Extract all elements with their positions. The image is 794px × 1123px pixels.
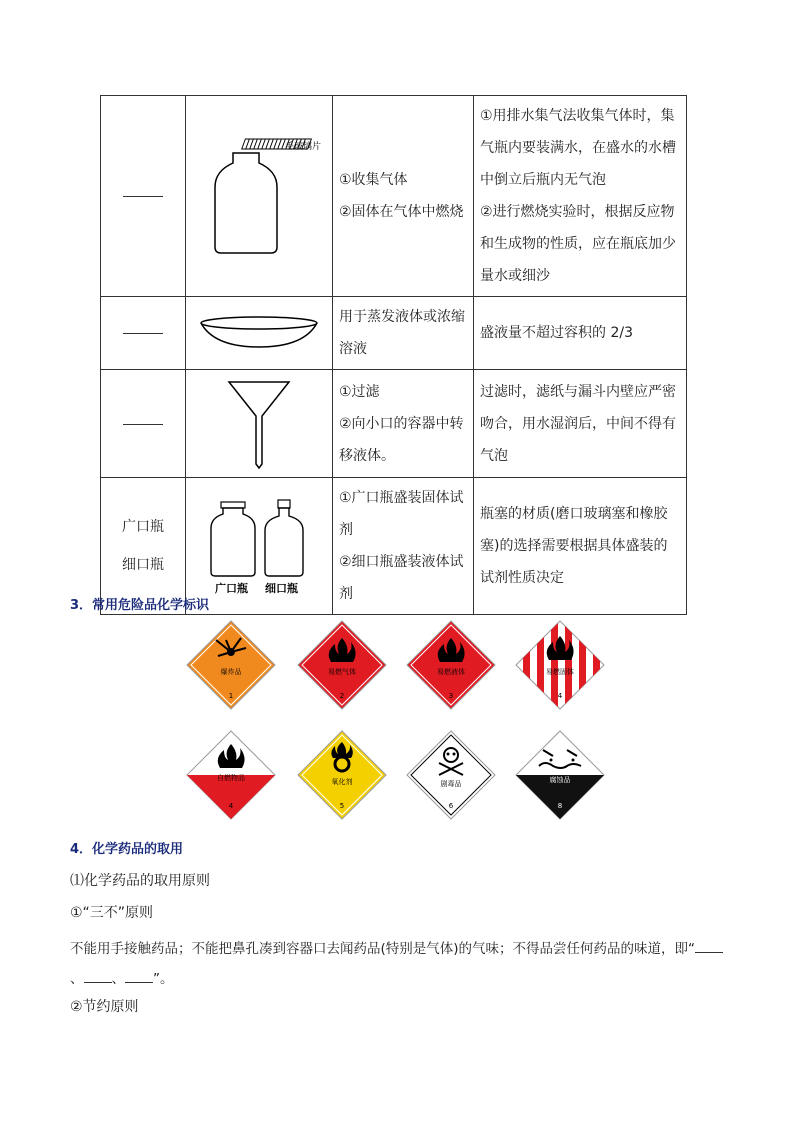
answer-blank <box>125 981 153 983</box>
flammable-solid-sign <box>515 620 605 710</box>
table-row <box>101 370 687 478</box>
instrument-table <box>100 95 687 615</box>
sign-label: 爆炸品 <box>220 668 242 676</box>
sign-label: 腐蚀品 <box>549 776 571 784</box>
sign-label: 剧毒品 <box>440 780 462 788</box>
figure-label: 毛玻璃片 <box>285 142 322 152</box>
use-cell <box>333 297 474 370</box>
name-text: 细口瓶 <box>122 557 164 573</box>
name-text: 广口瓶 <box>122 519 164 535</box>
sign-number: 3 <box>448 692 454 700</box>
flammable-liquid-sign <box>406 620 496 710</box>
answer-blank <box>123 195 163 197</box>
use-text: ①过滤 <box>339 383 380 400</box>
corrosive-sign <box>515 730 605 820</box>
sign-label: 易燃液体 <box>437 668 465 676</box>
evaporating-dish-figure <box>194 309 324 353</box>
sign-label: 氧化剂 <box>331 778 353 786</box>
note-text: ①用排水集气法收集气体时，集气瓶内要装满水，在盛水的水槽中倒立后瓶内无气泡 <box>480 108 676 188</box>
answer-blank <box>123 332 163 334</box>
subsection-heading: ⑴化学药品的取用原则 <box>70 873 210 889</box>
use-cell <box>333 478 474 615</box>
rule-text: 不能用手接触药品；不能把鼻孔凑到容器口去闻药品(特别是气体)的气味；不得品尝任何药品的味道，即“ <box>70 941 696 957</box>
answer-blank <box>84 981 112 983</box>
figure-cell <box>186 96 333 297</box>
use-text: ②向小口的容器中转移液体。 <box>339 415 464 464</box>
section-4-heading: 4．化学药品的取用 <box>70 842 184 857</box>
use-text: 用于蒸发液体或浓缩溶液 <box>339 309 465 357</box>
separator: 、 <box>111 971 125 987</box>
note-text: 过滤时，滤纸与漏斗内壁应严密吻合，用水湿润后，中间不得有气泡 <box>480 383 676 464</box>
explosive-hazard-sign <box>186 620 276 710</box>
note-cell <box>474 478 687 615</box>
sign-number: 1 <box>228 692 234 700</box>
gas-bottle-figure <box>189 129 329 259</box>
note-cell <box>474 370 687 478</box>
note-cell <box>474 297 687 370</box>
name-cell <box>101 297 186 370</box>
sign-number: 5 <box>339 802 345 810</box>
use-cell <box>333 96 474 297</box>
spontaneous-combustion-sign <box>186 730 276 820</box>
figure-label: 广口瓶 <box>215 582 248 594</box>
principle-text <box>70 934 730 994</box>
section-3-heading: 3．常用危险品化学标识 <box>70 598 210 613</box>
figure-label: 细口瓶 <box>265 582 298 594</box>
figure-cell <box>186 297 333 370</box>
sign-label: 易燃固体 <box>546 668 574 676</box>
answer-blank <box>695 951 723 953</box>
use-text: ②固体在气体中燃烧 <box>339 204 464 220</box>
sign-number: 4 <box>228 802 234 810</box>
use-cell <box>333 370 474 478</box>
flammable-gas-sign <box>297 620 387 710</box>
table-row <box>101 297 687 370</box>
funnel-figure <box>219 374 299 470</box>
sign-label: 易燃气体 <box>328 668 356 676</box>
use-text: ①广口瓶盛装固体试剂 <box>339 490 464 538</box>
note-cell <box>474 96 687 297</box>
sign-number: 8 <box>557 802 563 810</box>
principle-heading: ①“三不”原则 <box>70 905 154 921</box>
note-text: ②进行燃烧实验时，根据反应物和生成物的性质，应在瓶底加少量水或细沙 <box>480 204 676 284</box>
table-row <box>101 96 687 297</box>
use-text: ①收集气体 <box>339 172 408 188</box>
sign-number: 4 <box>557 692 563 700</box>
note-text: 盛液量不超过容积的 2/3 <box>480 325 633 341</box>
oxidizer-sign <box>297 730 387 820</box>
principle-heading: ②节约原则 <box>70 999 139 1015</box>
sign-number: 2 <box>339 692 345 700</box>
toxic-sign <box>406 730 496 820</box>
name-cell <box>101 96 186 297</box>
answer-blank <box>123 423 163 425</box>
sign-label: 自燃物品 <box>217 774 245 782</box>
reagent-bottles-figure <box>199 494 319 594</box>
separator: 、 <box>70 971 84 987</box>
rule-end: ”。 <box>153 971 174 987</box>
figure-cell <box>186 370 333 478</box>
name-cell <box>101 370 186 478</box>
note-text: 瓶塞的材质(磨口玻璃塞和橡胶塞)的选择需要根据具体盛装的试剂性质决定 <box>480 506 668 586</box>
sign-number: 6 <box>448 802 454 810</box>
use-text: ②细口瓶盛装液体试剂 <box>339 554 464 602</box>
